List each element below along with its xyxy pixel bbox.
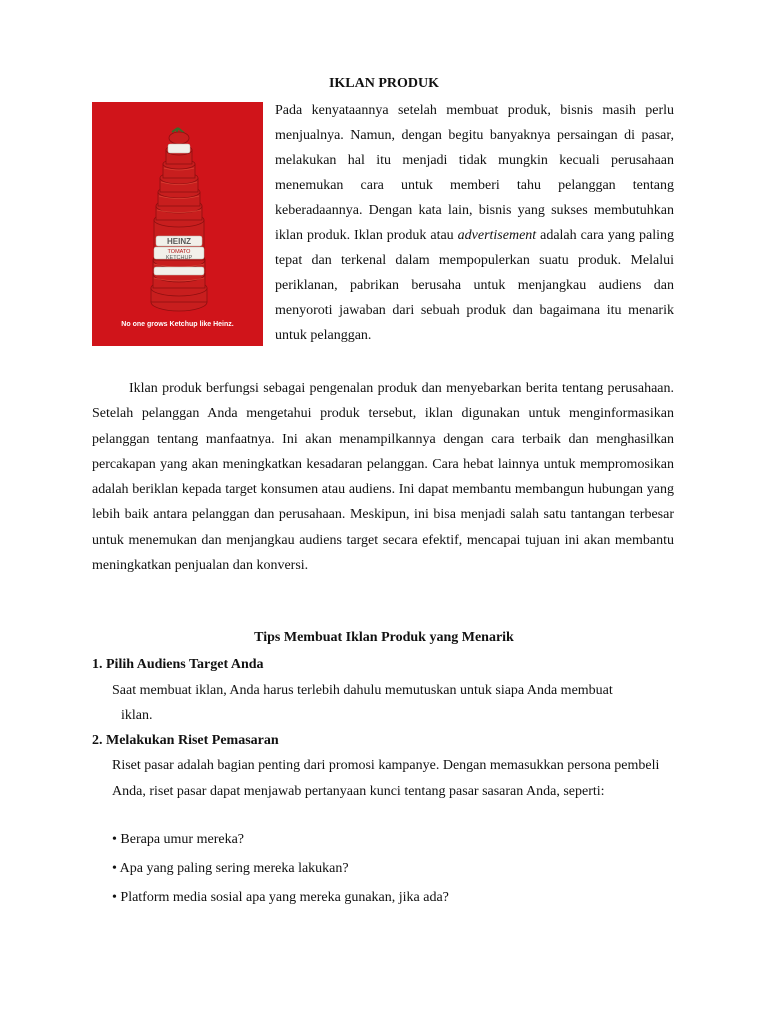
bullet-item: • Platform media sosial apa yang mereka gunakan, jika ada? <box>112 890 449 905</box>
tip2-heading: 2. Melakukan Riset Pemasaran <box>92 733 279 748</box>
paragraph-function: Iklan produk berfungsi sebagai pengenalan produk dan menyebarkan berita tentang perusahaan. Setelah pelanggan Anda mengetahui produk tersebut, iklan digunakan untuk menginformasikan pelanggan tentang manfaatnya. Ini akan menampilkannya dengan cara terbaik dan menghasilkan percakapan yang akan meningkatkan kesadaran pelanggan. Cara hebat lainnya untuk mempromosikan adalah beriklan kepada target konsumen atau audiens. Ini dapat membantu membangun hubungan yang lebih baik antara pelanggan dan perusahaan. Meskipun, ini bisa menjadi salah satu tantangan terbesar untuk menemukan dan menjangkau audiens target secara efektif, mencapai tujuan ini akan membantu meningkatkan penjualan dan konversi. <box>92 381 674 574</box>
tip1-heading: 1. Pilih Audiens Target Anda <box>92 657 264 672</box>
tomato-label-text: TOMATO <box>167 249 191 255</box>
tips-heading: Tips Membuat Iklan Produk yang Menarik <box>254 630 514 645</box>
heinz-brand-text: HEINZ <box>167 237 191 246</box>
ad-tagline: No one grows Ketchup like Heinz. <box>121 321 234 328</box>
tip1-body-line1: Saat membuat iklan, Anda harus terlebih dahulu memutuskan untuk siapa Anda membuat <box>112 683 613 698</box>
bullet-item: • Berapa umur mereka? <box>112 832 245 847</box>
paragraph-intro: Pada kenyataannya setelah membuat produk, bisnis masih perlu menjualnya. Namun, dengan begitu banyaknya persaingan di pasar, melakukan hal itu menjadi tidak mungkin kecuali perusahaan menemukan cara untuk memberi tahu pelanggan tentang keberadaannya. Dengan kata lain, bisnis yang sukses membutuhkan iklan produk. Iklan produk atau advertisement adalah cara yang paling tepat dan terkenal dalam mempopulerkan suatu produk. Melalui periklanan, pabrikan berusaha untuk menjangkau audiens dan menyoroti jawaban dari sebuah produk dan bagaimana itu menarik untuk pelanggan. <box>275 103 674 343</box>
tip1-body-line2: iklan. <box>121 708 153 723</box>
bullet-item: • Apa yang paling sering mereka lakukan? <box>112 861 349 876</box>
tip2-body: Riset pasar adalah bagian penting dari promosi kampanye. Dengan memasukkan persona pembeli Anda, riset pasar dapat menjawab pertanyaan kunci tentang pasar sasaran Anda, seperti: <box>112 758 660 799</box>
document-title: IKLAN PRODUK <box>328 76 440 91</box>
ketchup-label-text: KETCHUP <box>165 255 193 261</box>
